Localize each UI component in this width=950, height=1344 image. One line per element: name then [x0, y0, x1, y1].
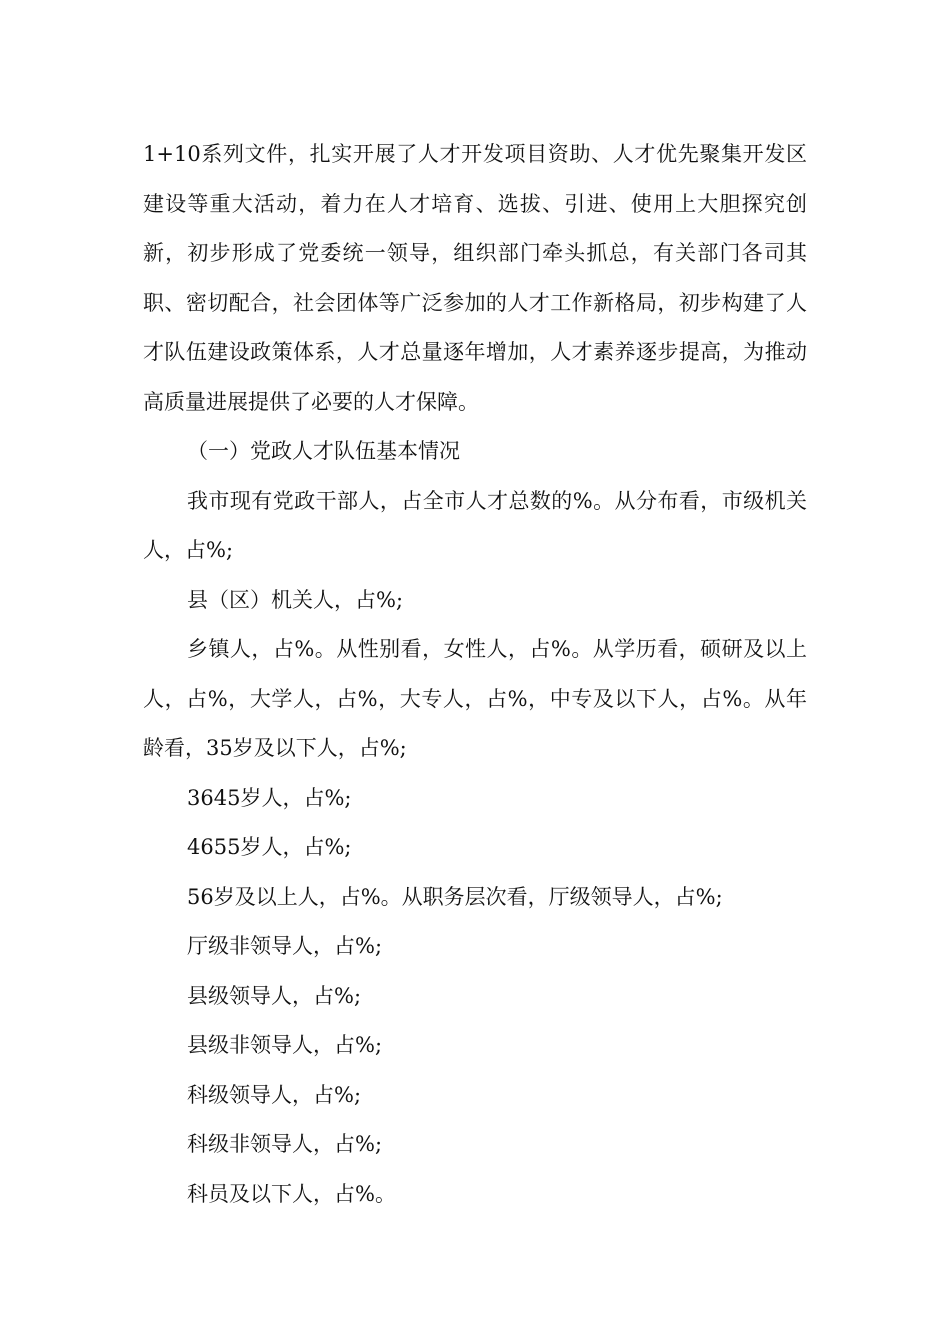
paragraph: 科级领导人，占%;: [187, 1082, 362, 1107]
paragraph: 县（区）机关人，占%;: [187, 587, 404, 612]
paragraph-intro-continued: 1+10系列文件，扎实开展了人才开发项目资助、人才优先聚集开发区建设等重大活动，着力在人才培育、选拔、引进、使用上大胆探究创新，初步形成了党委统一领导，组织部门牵头抓总，有关部门各司其职、密切配合，社会团体等广泛参加的人才工作新格局，初步构建了人才队伍建设政策体系，人才总量逐年增加，人才素养逐步提高，为推动高质量进展提供了必要的人才保障。: [143, 142, 807, 414]
paragraph: 56岁及以上人，占%。从职务层次看，厅级领导人，占%;: [187, 884, 723, 909]
paragraph: 4655岁人，占%;: [187, 835, 352, 859]
section-heading: （一）党政人才队伍基本情况: [187, 439, 460, 463]
paragraph: 科级非领导人，占%;: [187, 1132, 383, 1156]
paragraph: 厅级非领导人，占%;: [187, 934, 383, 958]
paragraph: 3645岁人，占%;: [187, 785, 352, 810]
paragraph: 我市现有党政干部人，占全市人才总数的%。从分布看，市级机关人，占%;: [143, 488, 807, 562]
paragraph: 县级非领导人，占%;: [187, 1033, 383, 1057]
paragraph: 县级领导人，占%;: [187, 983, 362, 1008]
paragraph: 科员及以下人，占%。: [187, 1181, 396, 1206]
document-body: [143, 130, 807, 1219]
paragraph: 乡镇人，占%。从性别看，女性人，占%。从学历看，硕研及以上人，占%，大学人，占%，大专人，占%，中专及以下人，占%。从年龄看，35岁及以下人，占%;: [143, 637, 807, 760]
